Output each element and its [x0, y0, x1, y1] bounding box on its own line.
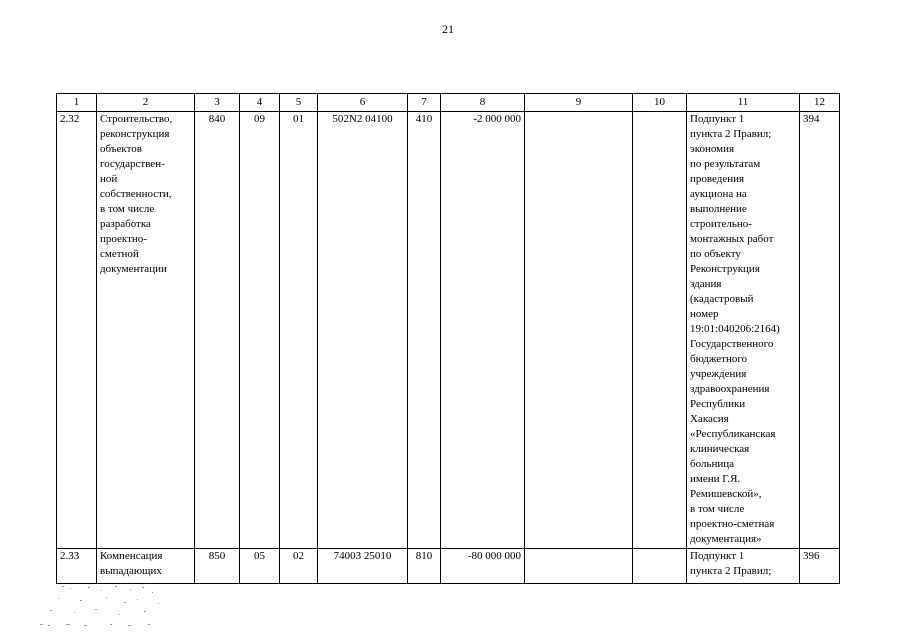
- col-header-11: 11: [687, 94, 800, 112]
- table-header-row: [57, 94, 840, 112]
- row-number-cell: 2.33: [57, 549, 97, 584]
- target-article-cell: 74003 25010: [318, 549, 408, 584]
- empty-cell-9: [525, 112, 633, 549]
- section-code-cell: 05: [240, 549, 280, 584]
- col-header-4: 4: [240, 94, 280, 112]
- page-number: 21: [442, 22, 454, 36]
- table-row: [57, 112, 840, 549]
- ministry-code-cell: 850: [195, 549, 240, 584]
- subsection-code-cell: 02: [280, 549, 318, 584]
- col-header-2: 2: [97, 94, 195, 112]
- col-header-12: 12: [800, 94, 840, 112]
- table-row: [57, 549, 840, 584]
- col-header-10: 10: [633, 94, 687, 112]
- col-header-9: 9: [525, 94, 633, 112]
- col-header-7: 7: [408, 94, 441, 112]
- budget-table: [56, 93, 840, 584]
- scan-noise-decoration: [40, 584, 170, 634]
- target-article-cell: 502N2 04100: [318, 112, 408, 549]
- section-code-cell: 09: [240, 112, 280, 549]
- col-header-5: 5: [280, 94, 318, 112]
- col-header-6: 6: [318, 94, 408, 112]
- reference-cell: 394: [800, 112, 840, 549]
- col-header-3: 3: [195, 94, 240, 112]
- row-number-cell: 2.32: [57, 112, 97, 549]
- empty-cell-10: [633, 549, 687, 584]
- basis-cell: Подпункт 1 пункта 2 Правил; экономия по результатам проведения аукциона на выполнение строительно- монтажных работ по объекту Реконструкция здания (кадастровый номер 19:01:040206:2164) Государственного бюджетного учреждения здравоохранения Республики Хакасия «Республиканская клиническая больница имени Г.Я. Ремишевской», в том числе проектно-сметная документация»: [687, 112, 800, 549]
- item-name-cell: Строительство, реконструкция объектов государствен- ной собственности, в том числе разработка проектно- сметной документации: [97, 112, 195, 549]
- reference-cell: 396: [800, 549, 840, 584]
- empty-cell-10: [633, 112, 687, 549]
- amount-cell: -80 000 000: [441, 549, 525, 584]
- basis-cell: Подпункт 1 пункта 2 Правил;: [687, 549, 800, 584]
- col-header-8: 8: [441, 94, 525, 112]
- expense-type-cell: 810: [408, 549, 441, 584]
- ministry-code-cell: 840: [195, 112, 240, 549]
- amount-cell: -2 000 000: [441, 112, 525, 549]
- item-name-cell: Компенсация выпадающих: [97, 549, 195, 584]
- subsection-code-cell: 01: [280, 112, 318, 549]
- empty-cell-9: [525, 549, 633, 584]
- expense-type-cell: 410: [408, 112, 441, 549]
- col-header-1: 1: [57, 94, 97, 112]
